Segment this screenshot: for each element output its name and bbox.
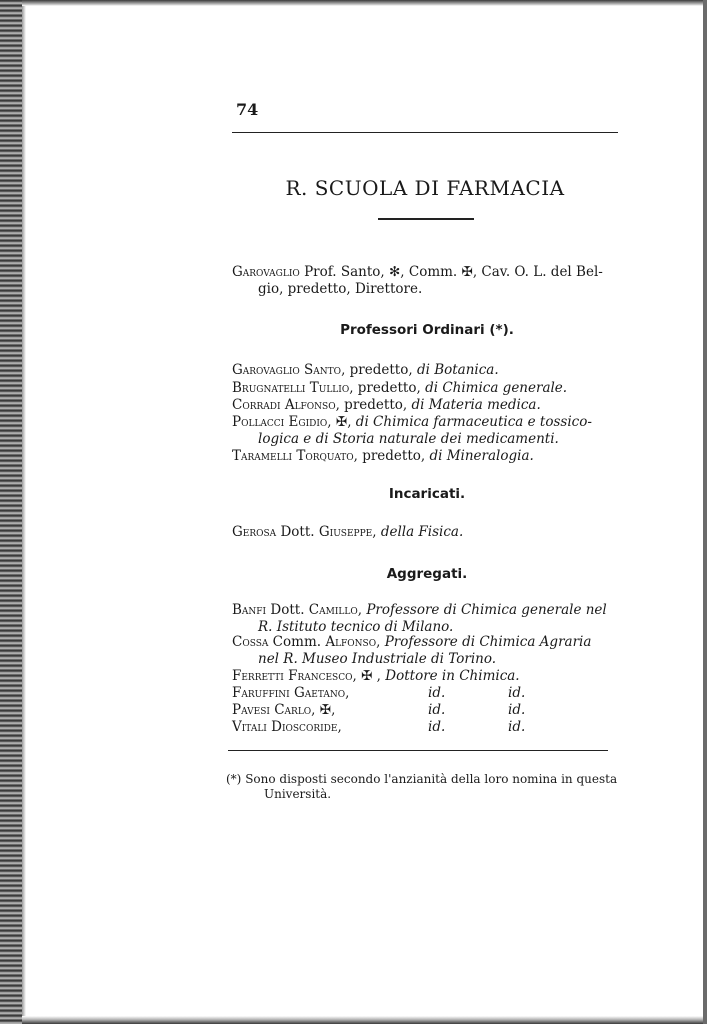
surname: Cossa [232, 634, 269, 650]
separator: , [357, 602, 367, 618]
subject: Professore di Chimica Agraria [384, 634, 592, 650]
page-title: R. SCUOLA DI FARMACIA [285, 176, 565, 200]
footnote-marker: (*) [226, 772, 242, 786]
director-text-1: Prof. Santo, [299, 264, 389, 280]
list-item [232, 634, 622, 668]
separator: , [347, 414, 356, 430]
page-number: 74 [236, 100, 259, 119]
heading-aggregati: Aggregati. [386, 566, 468, 582]
subject: di Materia medica. [411, 397, 541, 413]
separator: , predetto, [341, 362, 417, 378]
subject: Dottore in Chimica. [385, 668, 520, 684]
heading-ordinari: Professori Ordinari (*). [340, 322, 514, 338]
given-name: Alfonso [325, 634, 377, 650]
ditto-mark: id. [428, 719, 446, 735]
list-item [232, 668, 622, 685]
separator: , [352, 668, 362, 684]
page-top-edge [22, 0, 707, 6]
list-item [232, 362, 622, 379]
professor-name: Brugnatelli Tullio [232, 380, 350, 396]
footnote [226, 772, 618, 802]
table-row [232, 685, 622, 702]
separator: , [372, 524, 381, 540]
footnote-continued: Università. [264, 787, 332, 801]
given-name: Giuseppe [318, 524, 373, 540]
cross-icon: ✠ [361, 668, 373, 684]
subject-continued: nel R. Museo Industriale di Torino. [258, 651, 497, 667]
director-line-2: gio, predetto, Direttore. [258, 281, 423, 297]
list-item [232, 524, 622, 541]
table-row [232, 719, 622, 736]
separator: , predetto, [353, 448, 430, 464]
subject: di Chimica farmaceutica e tossico- [355, 414, 592, 430]
director-entry [232, 264, 622, 298]
professor-name: Vitali Dioscoride, [232, 719, 342, 735]
list-item [232, 448, 622, 465]
subject: di Botanica. [416, 362, 499, 378]
ditto-mark: id. [508, 719, 526, 735]
title-text: Comm. [268, 634, 326, 650]
professor-name: Taramelli Torquato [232, 448, 354, 464]
table-row [232, 702, 622, 719]
list-item [232, 414, 622, 448]
cross-icon: ✠ [461, 264, 473, 280]
director-text-2: , Comm. [400, 264, 462, 280]
list-item [232, 380, 622, 397]
professor-name: Pavesi Carlo, ✠, [232, 702, 336, 718]
ditto-mark: id. [508, 702, 526, 718]
subject-continued: logica e di Storia naturale dei medicamenti. [258, 431, 559, 447]
book-binding [0, 0, 22, 1024]
heading-incaricati: Incaricati. [388, 486, 466, 502]
subject: di Mineralogia. [429, 448, 534, 464]
list-item [232, 397, 622, 414]
page-bottom-edge [22, 1016, 707, 1024]
title-rule [378, 218, 474, 220]
footnote-rule [228, 750, 608, 751]
given-name: Camillo [308, 602, 358, 618]
surname: Banfi [232, 602, 267, 618]
subject: della Fisica. [380, 524, 464, 540]
subject-continued: R. Istituto tecnico di Milano. [258, 619, 454, 635]
list-item [232, 602, 622, 636]
separator: , [376, 634, 385, 650]
decoration-icon: ✻ [388, 264, 401, 280]
surname: Gerosa [232, 524, 277, 540]
professor-name: Ferretti Francesco [232, 668, 353, 684]
header-rule [232, 132, 618, 133]
separator: , [372, 668, 386, 684]
director-text-3: , Cav. O. L. del Bel- [472, 264, 603, 280]
director-name: Garovaglio [232, 264, 300, 280]
ditto-mark: id. [428, 702, 446, 718]
ditto-mark: id. [428, 685, 446, 701]
page-right-edge [703, 0, 707, 1024]
separator: , predetto, [335, 397, 412, 413]
separator: , [327, 414, 336, 430]
professor-name: Faruffini Gaetano, [232, 685, 350, 701]
binding-shadow [22, 0, 26, 1024]
professor-name: Pollacci Egidio [232, 414, 328, 430]
title-text: Dott. [276, 524, 319, 540]
professor-name: Corradi Alfonso [232, 397, 336, 413]
subject: Professore di Chimica generale nel [366, 602, 607, 618]
cross-icon: ✠ [335, 414, 348, 430]
ditto-mark: id. [508, 685, 526, 701]
separator: , predetto, [349, 380, 426, 396]
subject: di Chimica generale. [425, 380, 568, 396]
footnote-text: Sono disposti secondo l'anzianità della loro nomina in questa [241, 772, 618, 786]
title-text: Dott. [266, 602, 309, 618]
professor-name: Garovaglio Santo [232, 362, 342, 378]
